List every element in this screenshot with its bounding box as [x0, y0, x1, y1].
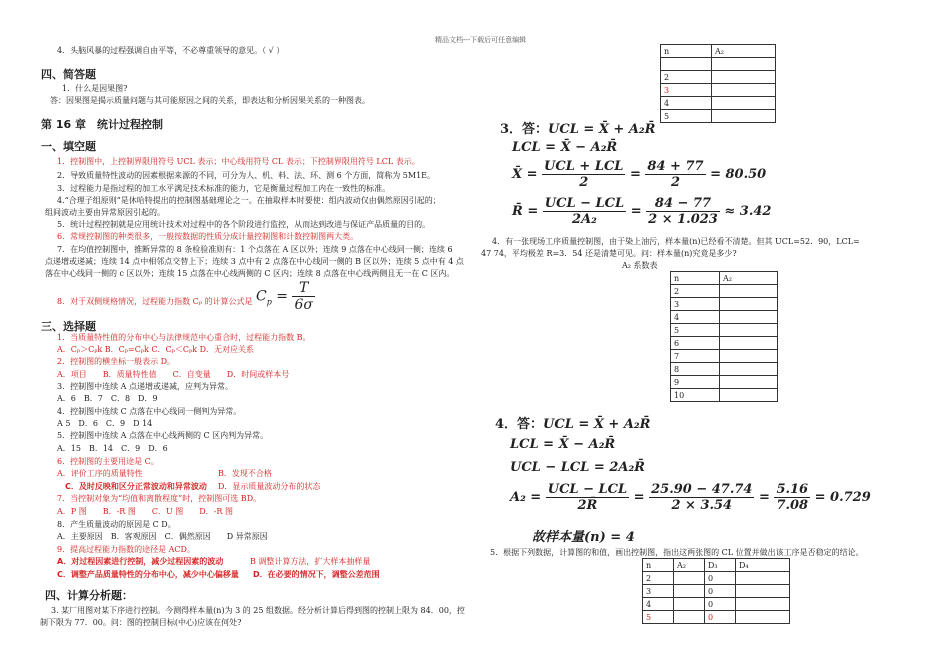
- chapter-title: 第 16 章 统计过程控制: [41, 118, 163, 131]
- question-5: 5．根据下列数据，计算图的和值，画出控制图，指出这两张图的 CL 位置并做出该工序是否稳定的结论。: [490, 548, 864, 557]
- choice-7-options: A．P 图 B．-R 图 C．U 图 D．-R 图: [57, 507, 233, 516]
- choice-5-options: A．15 B．14 C．9 D．6: [57, 444, 168, 453]
- fill-item-1: 1．控制图中，上控制界限用符号 UCL 表示；中心线用符号 CL 表示；下控制界限用符号 LCL 表示。: [57, 157, 420, 166]
- answer-3-xbar: X̄ = $\frac{\text{UCL + LCL}}{2}$ = $\frac{84 + 77}{2}$ = 80.50: [512, 159, 767, 190]
- question-4-line-2: 47 74，平均极差 R=3．54 还是清楚可见。问：样本量(n)究竟是多少?: [481, 249, 737, 258]
- fill-item-4b: 组间波动主要由异常原因引起的。: [45, 208, 165, 217]
- fill-item-3: 3．过程能力是指过程的加工水平满足技术标准的能力，它是衡量过程加工内在一致性的标准。: [57, 184, 391, 193]
- fill-item-7a: 7．在均值控制图中，推断异常的 8 条检验准则有：1 个点落在 A 区以外；连续 9 点落在中心线同一侧；连续 6: [57, 245, 453, 254]
- a2-table-top: n A₂ 2 3 4 5: [660, 44, 776, 123]
- fill-item-4a: 4.“合理子组原则”是休哈特提出的控制图基础理论之一。在抽取样本时要使：组内波动仅由偶然原因引起的；: [57, 196, 441, 205]
- choice-6-option-a: A．评价工序的质量特性: [57, 469, 143, 478]
- answer-4-conclusion: 故样本量(n) = 4: [532, 530, 635, 545]
- fill-item-6: 6．常规控制图的种类很多，一般按数据的性质分成计量控制图和计数控制图两大类。: [57, 232, 359, 241]
- fill-item-7b: 点递增或递减；连续 14 点中相邻点交替上下；连续 3 点中有 2 点落在中心线同一侧的 B 区以外；连续 5 点中有 4 点: [45, 257, 464, 266]
- choice-5: 5．控制图中连续 A 点落在中心线两侧的 C 区内判为异常。: [57, 431, 269, 440]
- short-question-1: 1．什么是因果图?: [62, 84, 128, 93]
- choice-7: 7．当控制对象为“均值和离散程度”时，控制图可选 BD。: [57, 494, 262, 503]
- short-answer-heading: 四、简答题: [41, 68, 96, 81]
- choice-2-options: A．项目 B．质量特性值 C．自变量 D．时间或样本号: [57, 370, 290, 379]
- choice-9-option-c: C．调整产品质量特性的分布中心，减少中心偏移量: [57, 570, 239, 579]
- choice-6: 6．控制图的主要用途是 C。: [57, 457, 159, 466]
- judge-item-4: 4．头脑风暴的过程强调自由平等，不必尊重领导的意见。（ √ ）: [57, 46, 285, 55]
- answer-4-lcl: LCL = X̄ − A₂R̄: [510, 437, 616, 452]
- answer-4-ucl: 4．答：UCL = X̄ + A₂R̄: [495, 417, 651, 432]
- choice-4-options: A 5 D．6 C．9 D 14: [57, 419, 153, 428]
- short-answer-1: 答：因果图是揭示质量问题与其可能原因之间的关系，即表达和分析因果关系的一种图表。: [50, 96, 370, 105]
- answer-4-diff: UCL − LCL = 2A₂R̄: [510, 460, 645, 475]
- choice-8: 8．产生质量波动的原因是 C D。: [57, 520, 176, 529]
- a2-coefficient-table: n A₂ 2 3 4 5 6 7 8 9 10: [670, 271, 778, 402]
- answer-3-lcl: LCL = X̄ − A₂R̄: [512, 140, 618, 155]
- choice-8-options: A．主要原因 B．客观原因 C．偶然原因 D 异常原因: [57, 532, 268, 541]
- answer-3-ucl: 3．答：UCL = X̄ + A₂R̄: [500, 122, 656, 137]
- choice-heading: 三、选择题: [41, 320, 96, 333]
- answer-3-rbar: R̄ = $\frac{\text{UCL − LCL}}{\text{2A₂}}$ = $\frac{84 - 77}{2 \times 1.023}$ ≈ 3.42: [512, 196, 772, 227]
- choice-6-option-d: D．显示质量波动分布的状态: [218, 482, 321, 491]
- choice-3: 3．控制图中连续 A 点递增或递减，应判为异常。: [57, 382, 233, 391]
- choice-6-option-b: B．发现不合格: [218, 469, 272, 478]
- choice-9: 9．提高过程能力指数的途径是 ACD。: [57, 545, 195, 554]
- choice-1: 1．当质量特性值的分布中心与法律规范中心重合时，过程能力指数 B。: [57, 333, 311, 342]
- fill-item-2: 2．导致质量特性波动的因素根据来源的不同，可分为人、机、料、法、环、测 6 个方面，简称为 5M1E。: [57, 171, 436, 180]
- calc-3-line-1: 3. 某厂用图对某下序进行控制。今测得样本量(n)为 3 的 25 组数据。经分析计算后得到图的控制上限为 84．00，控: [51, 606, 465, 615]
- choice-1-options: A．Cₚ＞Cₚk B．Cₚ=Cₚk C．Cₚ＜Cₚk D．无对应关系: [57, 345, 254, 354]
- choice-9-option-a: A．对过程因素进行控制，减少过程因素的波动: [57, 557, 224, 566]
- answer-4-a2: A₂ = $\frac{\text{UCL − LCL}}{2R̄}$ = $\frac{25.90 - 47.74}{2 \times 3.54}$ = $\frac{5.16}{7.08}$ = 0.729: [510, 482, 871, 513]
- calc-3-line-2: 制下限为 77．00。问：图的控制目标(中心)应该在何处?: [40, 618, 242, 627]
- choice-9-option-d: D．在必要的情况下，调整公差范围: [253, 570, 380, 579]
- choice-6-option-c: C．及时反映和区分正常波动和异常波动: [65, 482, 207, 491]
- fill-item-7c: 落在中心线同一侧的 c 区以外；连续 15 点落在中心线两侧的 C 区内；连续 8 点落在中心线两侧且无一在 C 区内。: [45, 269, 455, 278]
- control-coefficient-table: n A₂ D₃ D₄ 2 0 3 0 4 0 5 0: [642, 558, 790, 624]
- choice-2: 2．控制图的横坐标一般表示 D。: [57, 357, 176, 366]
- fill-item-5: 5．统计过程控制就是应用统计技术对过程中的各个阶段进行监控，从而达到改进与保证产品质量的目的。: [57, 220, 431, 229]
- page-header: 精品文档---下载后可任意编辑: [435, 36, 527, 44]
- choice-9-option-b: B 调整计算方法，扩大样本抽样量: [250, 557, 371, 566]
- fill-item-8: 8．对于双侧规格情况，过程能力指数 Cₚ 的计算公式是: [57, 297, 253, 306]
- choice-4: 4．控制图中连续 C 点落在中心线同一侧判为异常。: [57, 407, 242, 416]
- calc-heading: 四、计算分析题：: [45, 589, 133, 602]
- a2-table-caption: A₂ 系数表: [622, 261, 658, 270]
- choice-3-options: A．6 B．7 C．8 D．9: [57, 394, 158, 403]
- fill-blank-heading: 一、填空题: [41, 140, 96, 153]
- cp-formula: $C_p$ = $\frac{T}{6\sigma}$: [256, 280, 313, 313]
- question-4-line-1: 4．有一张现场工序质量控制图，由于染上油污，样本量(n)已经看不清楚。但其 UCL=52．90，LCL=: [492, 237, 860, 246]
